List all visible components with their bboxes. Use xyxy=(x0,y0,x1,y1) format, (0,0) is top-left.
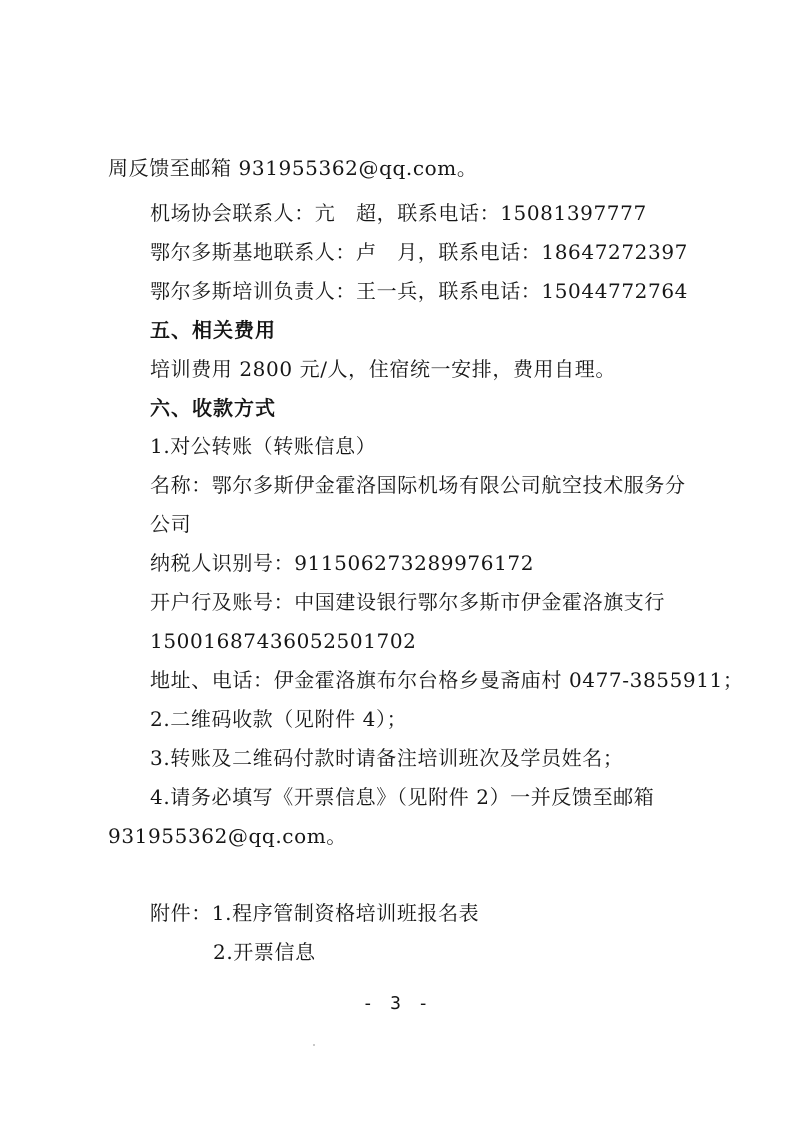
text-line-airport-association-contact: 机场协会联系人：亢 超，联系电话：15081397777 xyxy=(150,201,647,225)
text-line-invoice-info: 4.请务必填写《开票信息》（见附件 2）一并反馈至邮箱 xyxy=(150,785,655,809)
text-line-payment-note: 3.转账及二维码付款时请备注培训班次及学员姓名； xyxy=(150,746,624,770)
text-line-account-number: 15001687436052501702 xyxy=(150,629,417,653)
text-line-ordos-base-contact: 鄂尔多斯基地联系人：卢 月，联系电话：18647272397 xyxy=(150,240,688,264)
text-line-qr-payment: 2.二维码收款（见附件 4）； xyxy=(150,707,408,731)
text-line-ordos-training-lead: 鄂尔多斯培训负责人：王一兵，联系电话：15044772764 xyxy=(150,279,688,303)
text-line-bank-transfer: 1.对公转账（转账信息） xyxy=(150,434,377,458)
page-number: - 3 - xyxy=(362,993,432,1014)
text-line-company-name-continuation: 公司 xyxy=(150,512,192,536)
scan-speck xyxy=(313,1044,315,1046)
text-line-attachment-2: 2.开票信息 xyxy=(213,940,316,964)
section-heading-payment-methods: 六、收款方式 xyxy=(150,396,276,420)
text-line-attachment-1: 附件：1.程序管制资格培训班报名表 xyxy=(150,901,480,925)
text-line-bank-account: 开户行及账号：中国建设银行鄂尔多斯市伊金霍洛旗支行 xyxy=(150,590,665,614)
text-line-address-phone: 地址、电话：伊金霍洛旗布尔台格乡曼斋庙村 0477-3855911； xyxy=(150,668,744,692)
section-heading-fees: 五、相关费用 xyxy=(150,318,276,342)
text-line-company-name: 名称：鄂尔多斯伊金霍洛国际机场有限公司航空技术服务分 xyxy=(150,473,686,497)
text-line-email-continuation: 周反馈至邮箱 931955362@qq.com。 xyxy=(108,156,478,180)
text-line-email: 931955362@qq.com。 xyxy=(108,824,347,848)
text-line-training-fee: 培训费用 2800 元/人，住宿统一安排，费用自理。 xyxy=(150,357,616,381)
text-line-taxpayer-id: 纳税人识别号：91150627328997617​2 xyxy=(150,551,535,575)
